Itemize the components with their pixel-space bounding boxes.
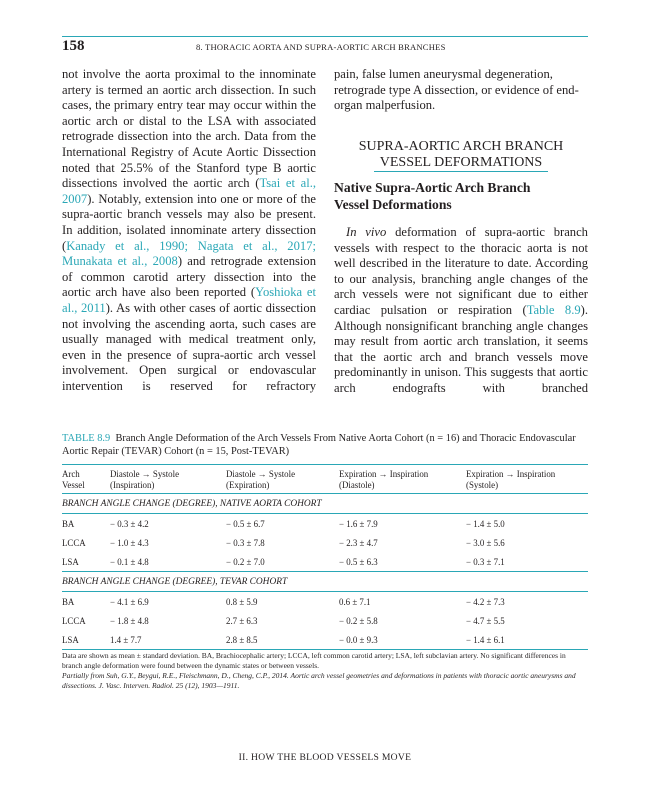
group-header-native: BRANCH ANGLE CHANGE (DEGREE), NATIVE AORTA COHORT [62, 494, 588, 514]
col-header-ei-dias: Expiration → Inspiration (Diastole) [339, 469, 429, 490]
right-paragraph [334, 225, 588, 397]
table-reference-link[interactable]: Table 8.9 [526, 302, 581, 317]
section-heading [334, 139, 588, 172]
right-continuation-text: pain, false lumen aneurysmal degeneration, retrograde type A dissection, or evidence of end-organ malperfusion. [334, 67, 579, 113]
table-note-abbreviations: Data are shown as mean ± standard deviation. BA, Brachiocephalic artery; LCCA, left common carotid artery; LSA, left subclavian artery. No significant differences in branch angle deformation were found between the dynamic states or between vessels. [62, 651, 566, 670]
data-table [62, 464, 588, 650]
table-notes [62, 651, 588, 691]
subsection-heading-line2: Vessel Deformations [334, 196, 452, 212]
left-text-c: ) and retrograde extension of common carotid artery dissection into the aortic arch have also been reported ( [62, 254, 316, 300]
table-caption [62, 432, 588, 458]
header-rule [62, 36, 588, 37]
table-label: TABLE 8.9 [62, 433, 111, 444]
in-vivo-italic: In vivo [346, 225, 387, 239]
table-row: LCCA − 1.0 ± 4.3 − 0.3 ± 7.8 − 2.3 ± 4.7 − 3.0 ± 5.6 [62, 537, 505, 548]
left-paragraph [62, 67, 316, 394]
subsection-heading-line1: Native Supra-Aortic Arch Branch [334, 180, 531, 195]
table-header-row [62, 465, 588, 494]
col-header-ei-sys: Expiration → Inspiration (Systole) [466, 469, 556, 490]
left-text-d: ). As with other cases of aortic dissection not involving the ascending aorta, such cases are usually managed with medical treatment only, even in the presence of supra-aortic arch vessel involvement. Open surgical or endovascular intervention is reserved for refractory [62, 300, 316, 393]
citation-kanady[interactable]: Kanady et al., 1990; Nagata et al., 2017; Munakata et al., 2008 [62, 238, 316, 269]
table-note-source: Partially from Suh, G.Y., Beygui, R.E., Fleischmann, D., Cheng, C.P., 2014. Aortic arch vessel geometries and deformations in patients with thoracic aortic aneurysms and dissections. J. Vasc. Interven. Radiol. 25 (12), 1903—1911. [62, 671, 576, 690]
right-body [334, 225, 588, 397]
right-text-b: ). Although nonsignificant branching angle changes may result from aortic arch translation, it seems that the aortic arch and branch vessels move predominantly in unison. This suggests that aortic arch endografts with branched [334, 302, 588, 395]
col-header-ds-insp: Diastole → Systole (Inspiration) [110, 469, 180, 490]
running-head: 8. THORACIC AORTA AND SUPRA-AORTIC ARCH BRANCHES [196, 42, 446, 52]
right-text-a: deformation of supra-aortic branch vessels with respect to the thoracic aorta is not well described in the literature to date. According to our analysis, branching angle changes of the arch vessels were not significant due to either cardiac pulsation or respiration ( [334, 225, 588, 317]
subsection-heading [334, 180, 588, 213]
group-header-tevar: BRANCH ANGLE CHANGE (DEGREE), TEVAR COHORT [62, 572, 588, 592]
section-heading-line2: VESSEL DEFORMATIONS [374, 155, 548, 172]
right-column-continuation [334, 67, 588, 114]
col-header-ds-exp: Diastole → Systole (Expiration) [226, 469, 296, 490]
table-caption-text: Branch Angle Deformation of the Arch Vessels From Native Aorta Cohort (n = 16) and Thoracic Endovascular Aortic Repair (TEVAR) Cohort (n = 15, Post-TEVAR) [62, 433, 576, 457]
left-text-b: ). Notably, extension into one or more of the supra-aortic branch vessels may also be present. In addition, isolated innominate artery dissection ( [62, 191, 316, 253]
page-footer: II. HOW THE BLOOD VESSELS MOVE [238, 752, 412, 763]
citation-tsai[interactable]: Tsai et al., 2007 [62, 176, 316, 206]
table-row: BA − 0.3 ± 4.2 − 0.5 ± 6.7 − 1.6 ± 7.9 − 1.4 ± 5.0 [62, 518, 505, 529]
left-column [62, 67, 316, 394]
table-row: LSA 1.4 ± 7.7 2.8 ± 8.5 − 0.0 ± 9.3 − 1.4 ± 6.1 [62, 630, 588, 650]
table-row: LCCA − 1.8 ± 4.8 2.7 ± 6.3 − 0.2 ± 5.8 − 4.7 ± 5.5 [62, 615, 505, 626]
table-row: BA − 4.1 ± 6.9 0.8 ± 5.9 0.6 ± 7.1 − 4.2 ± 7.3 [62, 596, 505, 607]
page-number: 158 [62, 38, 85, 54]
table-row: LSA − 0.1 ± 4.8 − 0.2 ± 7.0 − 0.5 ± 6.3 − 0.3 ± 7.1 [62, 556, 505, 567]
left-text-a: not involve the aorta proximal to the innominate artery is termed an aortic arch dissection. In such cases, the primary entry tear may occur within the aortic arch or distal to the LSA with associated retrograde dissection into the arch. Data from the International Registry of Acute Aortic Dissection noted that 25.5% of the Stanford type B aortic dissections involved the aortic arch ( [62, 67, 316, 191]
section-heading-line1: SUPRA-AORTIC ARCH BRANCH [358, 139, 564, 154]
citation-yoshioka[interactable]: Yoshioka et al., 2011 [62, 285, 317, 315]
col-header-vessel: Arch Vessel [62, 469, 85, 490]
